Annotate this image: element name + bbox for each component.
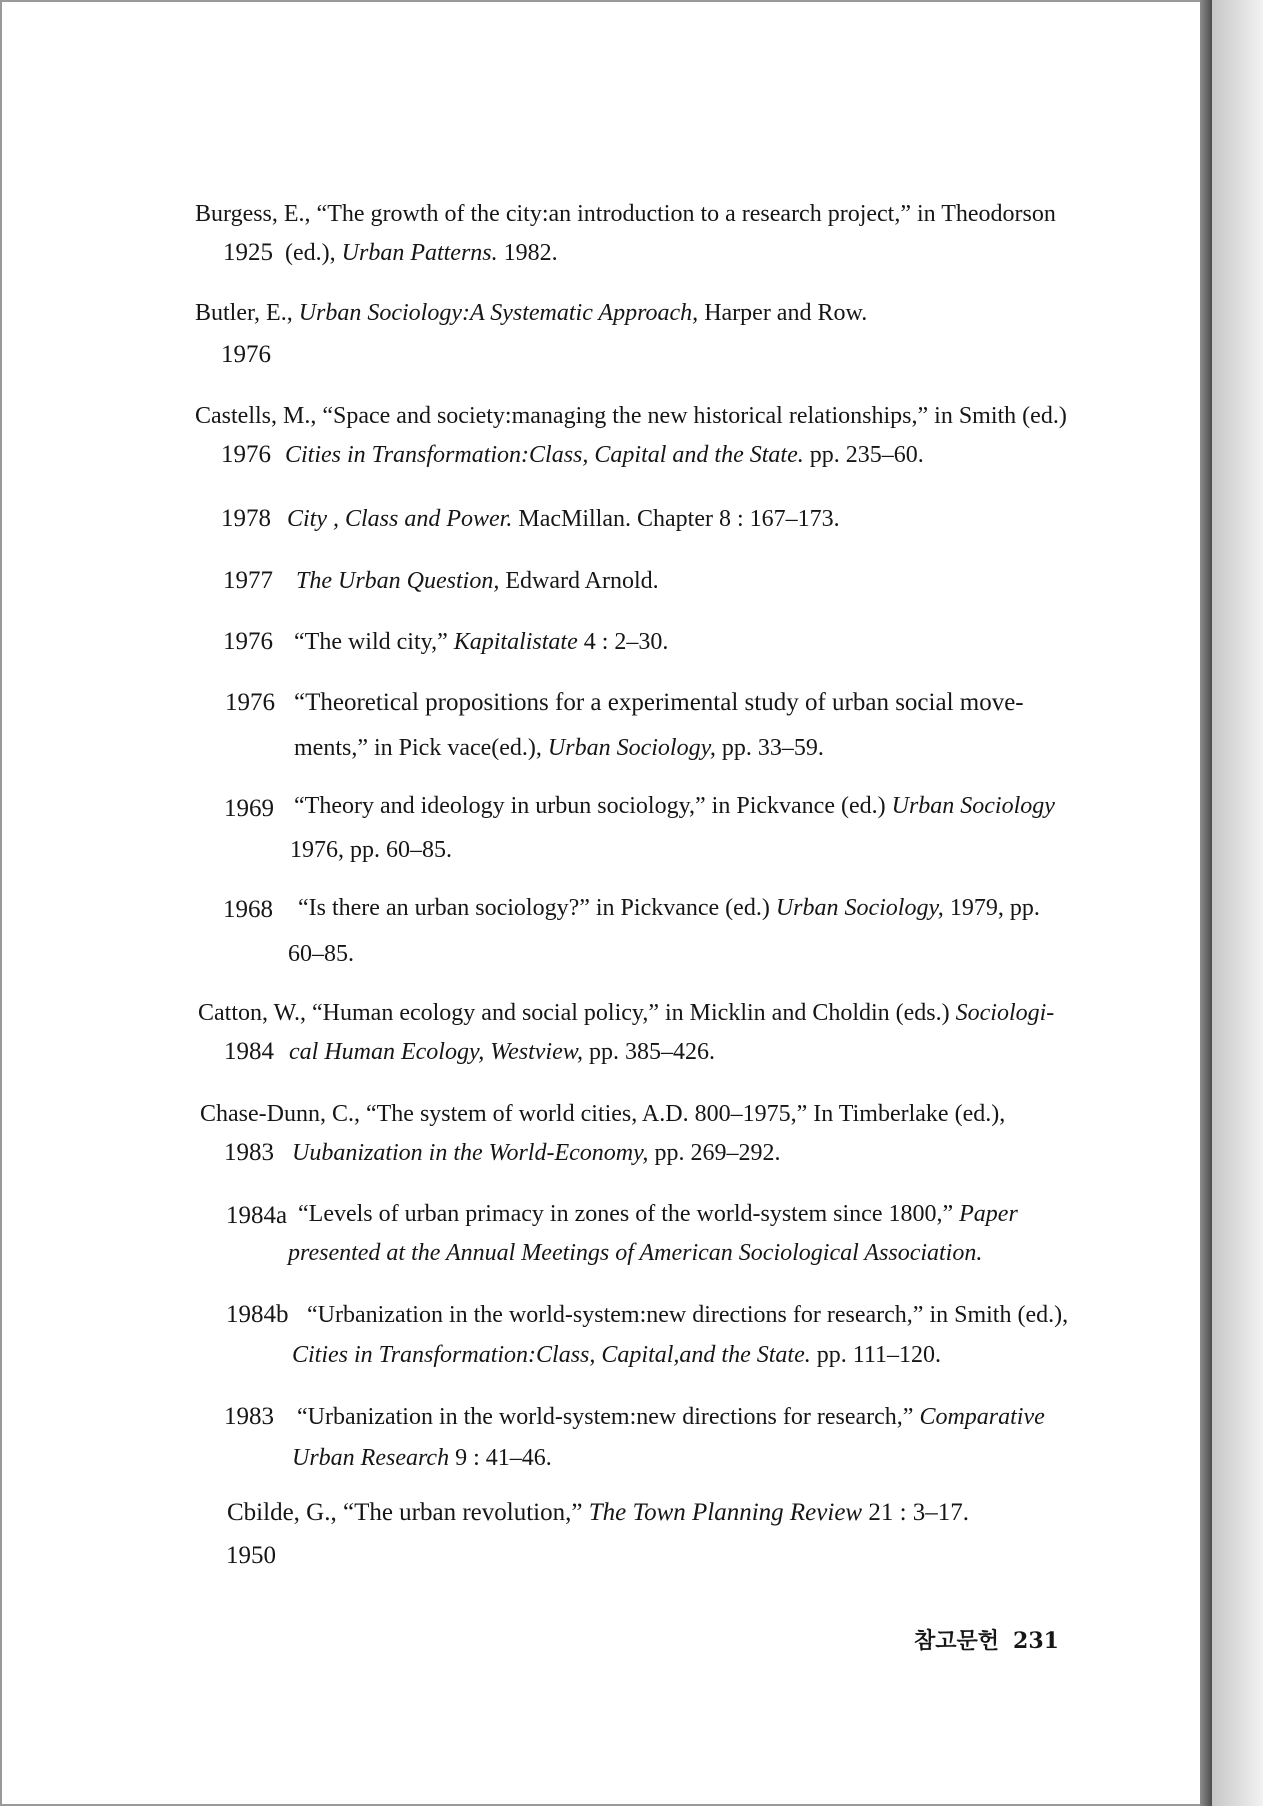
ref-castells-year6: 1969	[224, 795, 274, 822]
ref-castells-line4: “The wild city,” Kapitalistate 4 : 2–30.	[294, 629, 669, 655]
ref-chase-line3a: “Urbanization in the world-system:new directions for research,” in Smith (ed.),	[307, 1302, 1069, 1328]
ref-castells-line5b: ments,” in Pick vace(ed.), Urban Sociology, pp. 33–59.	[294, 735, 824, 761]
ref-childe-head: Cbilde, G., “The urban revolution,” The Town Planning Review 21 : 3–17.	[227, 1499, 970, 1526]
ref-chase-line3b: Cities in Transformation:Class, Capital,and the State. pp. 111–120.	[292, 1342, 941, 1368]
ref-chase-line2a: “Levels of urban primacy in zones of the world-system since 1800,” Paper	[298, 1201, 1018, 1227]
ref-catton-head: Catton, W., “Human ecology and social policy,” in Micklin and Choldin (eds.) Sociologi-	[198, 1000, 1055, 1026]
ref-castells-line6a: “Theory and ideology in urbun sociology,” in Pickvance (ed.) Urban Sociology	[294, 793, 1055, 819]
page-edge-shadow	[1200, 0, 1212, 1806]
ref-castells-line6b: 1976, pp. 60–85.	[290, 837, 452, 863]
ref-castells-year3: 1977	[223, 567, 273, 594]
ref-catton-line2: cal Human Ecology, Westview, pp. 385–426.	[289, 1039, 715, 1065]
ref-butler-head: Butler, E., Urban Sociology:A Systematic Approach, Harper and Row.	[195, 300, 868, 326]
ref-castells-line5a: “Theoretical propositions for a experimental study of urban social move-	[294, 689, 1024, 716]
page-footer	[914, 1624, 1073, 1655]
ref-chase-line4a: “Urbanization in the world-system:new directions for research,” Comparative	[297, 1404, 1045, 1430]
ref-burgess-head: Burgess, E., “The growth of the city:an introduction to a research project,” in Theodorson	[195, 201, 1056, 227]
ref-butler-year: 1976	[221, 341, 271, 368]
ref-castells-year5: 1976	[225, 689, 275, 716]
ref-castells-line3: The Urban Question, Edward Arnold.	[296, 568, 659, 594]
ref-castells-year4: 1976	[223, 628, 273, 655]
ref-catton-year: 1984	[224, 1038, 274, 1065]
page-edge-background	[1212, 0, 1263, 1806]
ref-burgess-line2: (ed.), Urban Patterns. 1982.	[285, 240, 558, 266]
ref-chase-line2b: presented at the Annual Meetings of American Sociological Association.	[288, 1240, 983, 1266]
ref-castells-year7: 1968	[223, 896, 273, 923]
ref-castells-year1: 1976	[221, 441, 271, 468]
ref-chase-year4: 1983	[224, 1403, 274, 1430]
ref-castells-line2: City , Class and Power. MacMillan. Chapter 8 : 167–173.	[287, 506, 840, 532]
ref-castells-line1: Cities in Transformation:Class, Capital and the State. pp. 235–60.	[285, 442, 924, 468]
ref-chase-head: Chase-Dunn, C., “The system of world cities, A.D. 800–1975,” In Timberlake (ed.),	[200, 1101, 1006, 1127]
footer-section-title: 참고문헌	[914, 1628, 1000, 1654]
ref-chase-line1: Uubanization in the World-Economy, pp. 269–292.	[292, 1140, 781, 1166]
ref-castells-line7a: “Is there an urban sociology?” in Pickvance (ed.) Urban Sociology, 1979, pp.	[298, 895, 1040, 921]
ref-castells-line7b: 60–85.	[288, 941, 354, 967]
page-number: 231	[1013, 1628, 1059, 1654]
ref-castells-year2: 1978	[221, 505, 271, 532]
ref-castells-head: Castells, M., “Space and society:managing the new historical relationships,” in Smith (ed.)	[195, 403, 1067, 429]
ref-chase-year1: 1983	[224, 1139, 274, 1166]
ref-chase-year3: 1984b	[226, 1301, 289, 1328]
ref-chase-year2: 1984a	[226, 1202, 288, 1229]
ref-burgess-year: 1925	[223, 239, 273, 266]
ref-chase-line4b: Urban Research 9 : 41–46.	[292, 1445, 552, 1471]
ref-childe-year: 1950	[226, 1542, 276, 1569]
